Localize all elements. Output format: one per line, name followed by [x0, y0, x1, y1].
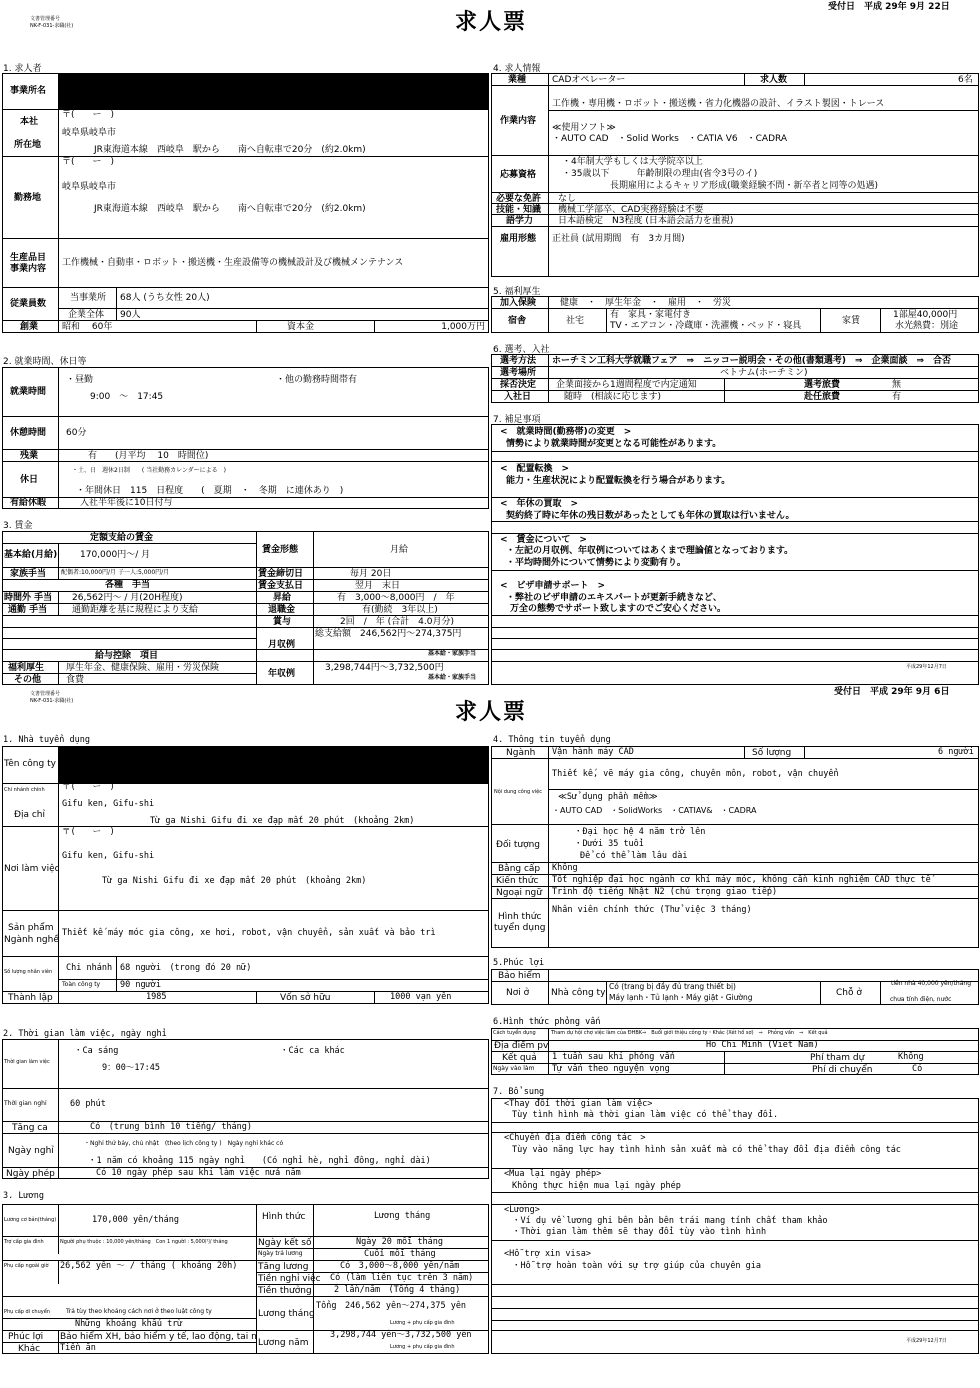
section-employer: 1. 求人者	[3, 64, 42, 74]
product-label-2: Ngành nghề	[4, 935, 59, 945]
selection-place-label: Địa điểm pv	[494, 1041, 549, 1051]
employees-all-label: 企業全体	[68, 310, 105, 320]
employment-type-label-1: Hình thức	[498, 912, 542, 922]
note-5-text-1: ・弊社のビザ申請のエキスパートが更新手続きなど、	[506, 593, 722, 603]
bonus-value: 2 lần/năm (Tổng 4 tháng)	[334, 1285, 461, 1295]
skill-label: Kiến thức	[496, 876, 539, 886]
commute-label: 通勤 手当	[8, 605, 48, 615]
pay-form-label: Hình thức	[262, 1212, 306, 1222]
section-employer: 1. Nhà tuyển dụng	[3, 735, 90, 745]
pay-form-value: Lương tháng	[374, 1211, 431, 1221]
raise-label: 昇給	[273, 593, 292, 603]
selection-cost-value: 無	[892, 380, 902, 390]
requirements-value-1: ・4年制大学もしくは大学院卒以上	[562, 157, 703, 167]
cutoff-label: 賃金締切日	[258, 569, 304, 579]
note-1-heading: < 就業時間(勤務帯)の変更 >	[500, 427, 632, 437]
base-pay-label: 基本給(月給)	[4, 550, 58, 560]
task-value-3: ・AUTO CAD ・SolidWorks ・CATIAV& ・CADRA	[552, 806, 757, 815]
fixed-wage-head: 定額支給の賃金	[90, 533, 154, 543]
employees-all-value: 90人	[120, 310, 141, 320]
dormitory-value-2: Máy lạnh・Tủ lạnh・Máy giặt・Giường	[609, 993, 753, 1002]
note-4-text-2: ・平均時間外について情勢により変動有り。	[506, 558, 686, 568]
holiday-value-1: ・土、日 週休2日制 ( 当社勤務カレンダーによる )	[72, 467, 227, 474]
overtime-pay-label: Phụ cấp ngoài giờ	[4, 1263, 49, 1269]
commute-value: 通勤距離を基に規程により支給	[72, 605, 199, 615]
capital-value: 1000 vạn yên	[390, 992, 452, 1002]
note-1-heading: <Thay đổi thời gian làm việc>	[504, 1099, 653, 1109]
overtime-value: Có (trung bình 10 tiếng/ tháng)	[90, 1122, 253, 1132]
note-3-text: 契約終了時に年休の残日数があったとしても年休の買取は行いません。	[506, 511, 795, 521]
requirements-label: Đối tượng	[496, 840, 540, 850]
work-zip: 〒( ー )	[62, 827, 115, 837]
paid-leave-label: 有給休暇	[10, 498, 47, 508]
holiday-value-1: ・Nghỉ thứ bảy, chủ nhật (theo lịch công ty ) Ngày nghỉ khác có	[84, 1140, 284, 1147]
established-value: 1985	[146, 992, 167, 1002]
decision-value: 1 tuần sau khi phỏng vấn	[552, 1052, 675, 1062]
hq-zip: 〒( ー )	[62, 110, 115, 120]
license-label: 必要な免許	[496, 194, 542, 204]
family-allowance-value: Người phụ thuộc : 10,000 yên/tháng Con 1 người : 5,000円/ tháng	[60, 1239, 228, 1245]
hours-value: 9：00～17:45	[102, 1063, 160, 1073]
note-4-text-2: ・Thời gian làm thêm sẽ thay đổi tùy vào tình hình	[512, 1227, 767, 1237]
break-value: 60分	[66, 428, 87, 438]
work-location-label: Nơi làm việc	[4, 864, 60, 874]
employment-type-value: 正社員 (試用期間 有 3カ月間)	[552, 234, 685, 244]
license-value: Không	[552, 863, 578, 873]
break-value: 60 phút	[70, 1099, 106, 1109]
other-label: Khác	[18, 1344, 41, 1354]
hq-access: Từ ga Nishi Gifu đi xe đạp mất 20 phút (khoảng 2km)	[150, 816, 415, 826]
task-value-1: 工作機・専用機・ロボット・搬送機・省力化機器の設計、イラスト製図・トレース	[552, 99, 885, 109]
note-4-text-1: ・左記の月収例、年収例についてはあくまで理論値となっております。	[506, 546, 794, 556]
capital-label: Vốn sở hữu	[280, 993, 331, 1003]
language-value: 日本語検定 N3程度 (日本語会話力を重視)	[558, 216, 734, 226]
doc-code-label: 文書管理番号	[30, 691, 61, 697]
overtime-label: Tăng ca	[12, 1123, 48, 1133]
base-pay-value: 170,000円～/ 月	[80, 550, 151, 560]
product-value: Thiết kế máy móc gia công, xe hơi, robot, vận chuyển, sản xuất và bảo trì	[62, 928, 436, 938]
hours-day: ・Ca sáng	[74, 1046, 119, 1056]
paid-leave-label: Ngày phép	[6, 1169, 55, 1179]
join-date-value: 随時 (相談に応じます)	[564, 392, 662, 402]
openings-label: Số lượng	[752, 748, 792, 758]
capital-value: 1,000万円	[441, 322, 485, 332]
task-value-2: ≪Sử dụng phần mềm≫	[558, 792, 658, 802]
openings-label: 求人数	[760, 75, 788, 85]
section-wages: 3. Lương	[3, 1191, 44, 1201]
job-type-label: 業種	[508, 75, 527, 85]
relocation-cost-value: Có	[912, 1064, 923, 1074]
license-value: なし	[558, 194, 577, 204]
hq-label: 本社	[20, 117, 39, 127]
dormitory-value-1: Có (trang bị đầy đủ trang thiết bị)	[609, 982, 736, 991]
overtime-value: 有 (月平均 10 時間位)	[88, 451, 209, 461]
welfare-label: Phúc lợi	[8, 1332, 44, 1342]
raise-value: 有 3,000～8,000円 / 年	[337, 593, 455, 603]
company-name-label: Tên công ty	[4, 759, 56, 769]
section-job-info: 4. 求人情報	[493, 64, 541, 74]
decision-label: 採否決定	[500, 380, 537, 390]
annual-example-value: 3,298,744 yên～3,732,500 yên	[330, 1330, 472, 1340]
payday-label: Ngày trả lương	[258, 1250, 303, 1257]
relocation-cost-label: 赴任旅費	[804, 392, 841, 402]
redacted-company-name	[59, 74, 489, 109]
monthly-example-label: 月収例	[268, 640, 296, 650]
family-allowance-value: 配偶者:10,000円/月 子一人:5,000円/月	[61, 569, 170, 576]
company-house: Nhà công ty	[551, 988, 606, 998]
other-value: 食費	[66, 675, 85, 685]
annual-example-value: 3,298,744円～3,732,500円	[325, 663, 444, 673]
language-label: Ngoại ngữ	[496, 888, 542, 898]
note-5-text-1: ・Hỗ trợ hoàn toàn với sự trợ giúp của chuyên gia	[512, 1261, 762, 1271]
relocation-cost-label: Phí di chuyển	[812, 1065, 873, 1075]
base-pay-value: 170,000 yên/tháng	[92, 1215, 179, 1225]
note-2-heading: <Chuyển địa điểm công tác >	[504, 1133, 646, 1143]
doc-code: NK-F-031-求職(社)	[30, 23, 74, 29]
selection-place-value: ベトナム(ホーチミン)	[720, 368, 808, 378]
note-3-heading: <Mua lại ngày phép>	[504, 1169, 602, 1179]
overtime-pay-value: 26,562円～ / 月(20H程度)	[72, 593, 183, 603]
requirements-value-3: Để có thể làm lâu dài	[580, 851, 688, 861]
hours-day: ・昼勤	[66, 375, 94, 385]
note-4-heading: <Lương>	[504, 1205, 540, 1215]
requirements-value-2: ・Dưới 35 tuổi	[574, 839, 644, 849]
selection-cost-label: 選考旅費	[804, 380, 841, 390]
employment-type-label-2: tuyển dụng	[494, 923, 546, 933]
section-job-info: 4. Thông tin tuyển dụng	[493, 735, 611, 745]
dormitory-label: 宿舎	[508, 316, 527, 326]
bonus-value: 2回 / 年 (合計 4.0月分)	[340, 617, 454, 627]
overtime-pay-label: 時間外 手当	[4, 593, 53, 603]
hq-address-label: 所在地	[14, 140, 42, 150]
product-label-1: 生産品目	[10, 253, 47, 263]
welfare-value: Bảo hiểm XH, bảo hiểm y tế, lao động, tai n	[60, 1332, 257, 1342]
product-label-1: Sản phẩm	[8, 923, 54, 933]
hq-zip: 〒( ー )	[62, 782, 115, 792]
selection-cost-label: Phí tham dự	[810, 1053, 865, 1063]
section-hours: 2. 就業時間、休日等	[3, 357, 87, 367]
overtime-label: 残業	[20, 451, 39, 461]
selection-cost-value: Không	[898, 1052, 924, 1062]
selection-method-value: Tham dự hội chợ việc làm của ĐHBK⇒ Buổi giới thiệu công ty・Khác (Xét hồ sơ) ⇒ Phỏng vấn ⇒ Kết quả	[551, 1030, 828, 1036]
section-welfare: 5.Phúc lợi	[493, 958, 545, 968]
holiday-label: Ngày nghỉ	[8, 1146, 54, 1156]
hours-value: 9:00 ～ 17:45	[90, 392, 164, 402]
paid-leave-value: 入社半年後に10日付与	[80, 498, 173, 508]
hours-other: ・他の勤務時間帯有	[276, 375, 358, 385]
employees-all-value: 90 người	[120, 980, 161, 990]
monthly-example-note: 基本給・家族手当	[428, 650, 477, 657]
cutoff-value: 毎月 20日	[350, 569, 392, 579]
other-value: Tiền ăn	[60, 1343, 96, 1353]
employees-site-label: Chi nhánh	[66, 963, 113, 973]
commute-value: Trả tùy theo khoảng cách nơi ở theo luật công ty	[66, 1308, 212, 1315]
paid-leave-value: Có 10 ngày phép sau khi làm việc nửa năm	[96, 1168, 301, 1178]
work-zip: 〒( ー )	[62, 157, 115, 167]
join-date-value: Tự vấn theo nguyện vọng	[552, 1064, 670, 1074]
employment-type-value: Nhân viên chính thức (Thử việc 3 tháng)	[552, 905, 752, 915]
note-3-heading: < 年休の買取 >	[500, 499, 579, 509]
join-date-label: 入社日	[504, 392, 532, 402]
employment-type-label: 雇用形態	[500, 234, 537, 244]
page-title: 求人票	[455, 700, 528, 725]
requirements-value-1: ・Đại học hệ 4 năm trở lên	[574, 827, 706, 837]
hours-label: 就業時間	[10, 387, 47, 397]
employees-label: Số lượng nhân viên	[4, 969, 53, 975]
decision-value: 企業面接から1週間程度で内定通知	[556, 380, 697, 390]
deduction-head: 給与控除 項目	[95, 651, 159, 661]
rent-value-1: tiền nhà 40,000 yên/tháng	[890, 980, 972, 987]
payday-label: 賃金支払日	[258, 581, 304, 591]
annual-example-label: Lương năm	[258, 1338, 309, 1348]
section-notes: 7. 補足事項	[493, 415, 541, 425]
doc-code-label: 文書管理番号	[30, 16, 61, 22]
task-value-2: ≪使用ソフト≫	[552, 123, 616, 133]
work-city: Gifu ken, Gifu-shi	[62, 851, 155, 861]
join-date-label: Ngày vào làm	[493, 1065, 535, 1072]
section-notes: 7. Bổ sung	[493, 1087, 545, 1097]
requirements-value-3: 長期雇用によるキャリア形成(職業経験不問・新卒者と同等の処遇)	[610, 181, 879, 191]
skill-label: 技能・知識	[496, 205, 542, 215]
section-welfare: 5. 福利厚生	[493, 287, 541, 297]
employees-site-label: 当事業所	[70, 293, 107, 303]
rent-value-2: chưa tính điện, nước	[890, 996, 952, 1003]
welfare-label: 福利厚生	[8, 663, 45, 673]
monthly-example-note: Lương + phụ cấp gia đình	[390, 1320, 455, 1326]
allowance-head: 各種 手当	[105, 580, 151, 590]
product-value: 工作機械・自動車・ロボット・搬送機・生産設備等の機械設計及び機械メンテナンス	[62, 258, 404, 268]
dormitory-value-1: 有 家具・家電付き	[610, 310, 692, 320]
relocation-cost-value: 有	[892, 392, 902, 402]
insurance-label: 加入保険	[500, 298, 537, 308]
skill-value: Tốt nghiệp đại học ngành cơ khí máy móc, không cần kinh nghiệm CAD thực tế	[552, 875, 931, 885]
note-3-text: Không thực hiện mua lại ngày phép	[512, 1181, 681, 1191]
doc-code: NK-F-031-求職(社)	[30, 698, 74, 704]
requirements-label: 応募資格	[500, 170, 537, 180]
bonus-label: Tiền thưởng	[258, 1286, 312, 1296]
hq-city: 岐阜県岐阜市	[62, 128, 117, 138]
note-1-text: Tùy tình hình mà thời gian làm việc có thể thay đổi.	[512, 1110, 779, 1120]
requirements-value-2: ・35歳以下 年齢制限の理由(省令3号のイ)	[562, 169, 758, 179]
employees-site-value: 68人 (うち女性 20人)	[120, 293, 210, 303]
work-city: 岐阜県岐阜市	[62, 182, 117, 192]
insurance-value: 健康 ・ 厚生年金 ・ 雇用 ・ 労災	[560, 298, 732, 308]
bonus-label: 賞与	[273, 617, 292, 627]
holiday-label: 休日	[20, 475, 39, 485]
raise-label: Tăng lương	[258, 1262, 309, 1272]
employees-all-label: Toàn công ty	[62, 981, 101, 988]
welfare-value: 厚生年金、健康保険、雇用・労災保険	[66, 663, 220, 673]
rent-label: Chỗ ở	[836, 988, 862, 998]
annual-example-note: Lương + phụ cấp gia đình	[390, 1344, 455, 1350]
rent-value-2: 水光熱費：別途	[895, 321, 959, 331]
raise-value: Có 3,000～8,000 yên/năm	[340, 1261, 460, 1271]
note-2-text: 能力・生産状況により配置転換を行う場合があります。	[506, 476, 731, 486]
footer-date: 平成29年12月7日	[906, 1338, 947, 1344]
retirement-label: Tiền nghỉ việc	[258, 1274, 321, 1284]
product-label-2: 事業内容	[10, 264, 47, 274]
overtime-pay-value: 26,562 yên ～ / tháng ( khoảng 20h)	[60, 1261, 238, 1271]
note-4-text-1: ・Ví dụ về lương ghi bên bản bên trái mang tính chất tham khảo	[512, 1216, 828, 1226]
annual-example-note: 基本給・家族手当	[428, 674, 477, 681]
pay-form-label: 賃金形態	[262, 545, 299, 555]
dormitory-value-2: TV・エアコン・冷蔵庫・洗濯機・ベッド・寝具	[610, 321, 802, 331]
family-allowance-label: Trợ cấp gia đình	[4, 1239, 44, 1245]
note-4-heading: < 賃金について >	[500, 535, 587, 545]
monthly-example-value: Tổng 246,562 yên～274,375 yên	[316, 1301, 467, 1311]
hq-access: JR東海道本線 西岐阜 駅から 南へ自転車で20分 (約2.0km)	[94, 145, 366, 155]
task-label: 作業内容	[500, 116, 537, 126]
license-label: Bằng cấp	[498, 864, 541, 874]
note-1-text: 情勢により就業時間が変更となる可能性があります。	[506, 439, 722, 449]
employees-site-value: 68 người (trong đó 20 nữ)	[120, 963, 252, 973]
established-label: Thành lập	[8, 993, 53, 1003]
note-2-text: Tùy vào năng lực hay tình hình sản xuất mà có thể thay đổi địa điểm công tác	[512, 1145, 901, 1155]
redacted-company-name	[59, 747, 489, 783]
holiday-value-2: ・年間休日 115 日程度 ( 夏期 ・ 冬期 に連休あり )	[76, 486, 344, 496]
cutoff-value: Ngày 20 mỗi tháng	[356, 1237, 443, 1247]
hq-label: Chi nhánh chính	[4, 787, 45, 793]
section-hours: 2. Thời gian làm việc, ngày nghỉ	[3, 1029, 167, 1039]
receipt-date: 受付日 平成 29年 9月 22日	[828, 2, 950, 12]
retirement-value: 有(勤続 3年以上)	[362, 605, 438, 615]
openings-value: 6名	[958, 75, 973, 85]
annual-example-label: 年収例	[268, 669, 296, 679]
retirement-value: Có (làm liên tục trên 3 năm)	[330, 1273, 474, 1283]
note-5-text-2: 万全の態勢でサポート致しますのでご安心ください。	[510, 604, 727, 614]
receipt-date: 受付日 平成 29年 9月 6日	[834, 687, 950, 697]
section-selection: 6.Hình thức phỏng vấn	[493, 1017, 601, 1027]
hours-label: Thời gian làm việc	[4, 1059, 50, 1065]
task-value-1: Thiết kế, vẽ máy gia công, chuyên môn, robot, vận chuyển	[552, 769, 839, 779]
other-label: その他	[14, 675, 42, 685]
hq-city: Gifu ken, Gifu-shi	[62, 799, 155, 809]
hours-other: ・Các ca khác	[280, 1046, 345, 1056]
job-type-label: Ngành	[506, 748, 536, 758]
job-type-value: Vận hành máy CAD	[552, 747, 634, 757]
break-label: 休憩時間	[10, 428, 47, 438]
holiday-value-2: ・1 năm có khoảng 115 ngày nghỉ (Có nghỉ hè, nghỉ đông, nghỉ dài)	[88, 1156, 431, 1166]
base-pay-label: Lương cơ bản(tháng)	[4, 1217, 57, 1223]
note-2-heading: < 配置転換 >	[500, 464, 570, 474]
language-value: Trình độ tiếng Nhật N2 (chú trọng giao tiếp)	[552, 887, 778, 897]
work-location-label: 勤務地	[14, 193, 42, 203]
rent-value-1: 1部屋40,000円	[893, 310, 958, 320]
company-house: 社宅	[566, 316, 585, 326]
skill-value: 機械工学部卒、CAD実務経験は不要	[558, 205, 704, 215]
selection-method-label: 選考方法	[500, 356, 537, 366]
selection-place-value: Ho Chi Minh (Viet Nam)	[706, 1040, 819, 1050]
selection-place-label: 選考場所	[500, 368, 537, 378]
work-access: Từ ga Nishi Gifu đi xe đạp mất 20 phút (khoảng 2km)	[102, 876, 367, 886]
commute-label: Phụ cấp di chuyển	[4, 1309, 50, 1315]
monthly-example-label: Lương tháng	[258, 1309, 315, 1319]
note-5-heading: < ビザ申請サポート >	[500, 581, 606, 591]
deduction-head: Những khoảng khấu trừ	[75, 1319, 183, 1329]
selection-method-label: Cách tuyển dụng	[493, 1030, 536, 1036]
rent-label: 家賃	[842, 316, 861, 326]
payday-value: 翌月 末日	[355, 581, 401, 591]
company-name-label: 事業所名	[10, 86, 47, 96]
selection-method-value: ホーチミン工科大学就職フェア ⇒ ニッコー説明会・その他(書類選考) ⇒ 企業面談 ⇒ 合否	[552, 356, 952, 366]
capital-label: 資本金	[287, 322, 315, 332]
family-allowance-label: 家族手当	[10, 569, 47, 579]
break-label: Thời gian nghỉ	[4, 1100, 47, 1107]
task-value-3: ・AUTO CAD ・Solid Works ・CATIA V6 ・CADRA	[552, 134, 788, 144]
monthly-example-value: 総支給額 246,562円～274,375円	[315, 629, 462, 639]
work-access: JR東海道本線 西岐阜 駅から 南へ自転車で20分 (約2.0km)	[94, 204, 366, 214]
task-label: Nội dung công việc	[494, 789, 542, 795]
retirement-label: 退職金	[268, 605, 296, 615]
pay-form-value: 月給	[390, 545, 409, 555]
section-selection: 6. 選考、入社	[493, 345, 550, 355]
page-title: 求人票	[455, 10, 528, 35]
cutoff-label: Ngày kết số	[258, 1238, 312, 1248]
openings-value: 6 người	[938, 747, 974, 757]
note-5-heading: <Hỗ trợ xin visa>	[504, 1249, 591, 1259]
employees-label: 従業員数	[10, 299, 47, 309]
established-label: 創業	[20, 322, 39, 332]
hq-address-label: Địa chỉ	[14, 810, 46, 820]
footer-date: 平成29年12月7日	[906, 664, 947, 670]
job-form-vietnamese	[0, 687, 980, 1388]
language-label: 語学力	[506, 216, 534, 226]
dormitory-label: Nơi ở	[506, 988, 530, 998]
job-type-value: CADオペレーター	[552, 75, 626, 85]
established-value: 昭和 60年	[62, 322, 113, 332]
payday-value: Cuối mỗi tháng	[364, 1249, 436, 1259]
section-wages: 3. 賃金	[3, 521, 33, 531]
insurance-label: Bảo hiểm	[498, 971, 541, 981]
decision-label: Kết quả	[502, 1053, 537, 1063]
